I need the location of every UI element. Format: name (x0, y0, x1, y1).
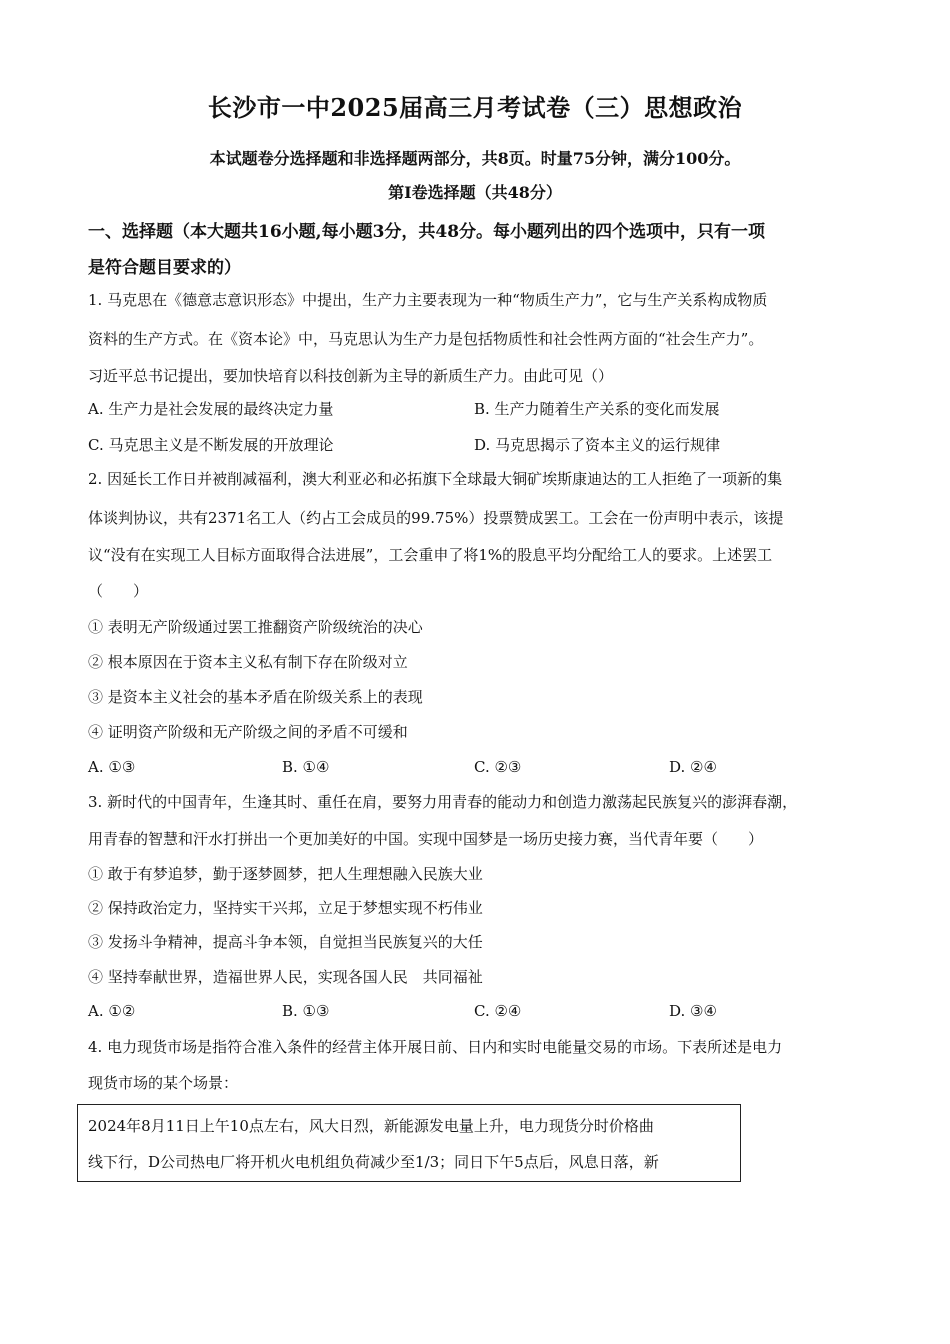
question-3-option-c: C. ②④ (474, 1002, 522, 1020)
question-1-stem-line: 习近平总书记提出，要加快培育以科技创新为主导的新质生产力。由此可见（） (88, 367, 614, 385)
question-3-statement-1: ① 敢于有梦追梦，勤于逐梦圆梦，把人生理想融入民族大业 (88, 865, 483, 883)
question-1-option-d: D. 马克思揭示了资本主义的运行规律 (474, 436, 721, 454)
question-2-option-a: A. ①③ (88, 758, 136, 776)
question-2-stem-line: （ ） (88, 582, 149, 600)
question-4-stem-line: 4. 电力现货市场是指符合准入条件的经营主体开展日前、日内和实时电能量交易的市场。下表所述是电力 (88, 1038, 783, 1056)
question-2-statement-2: ② 根本原因在于资本主义私有制下存在阶级对立 (88, 653, 408, 671)
question-2-stem-line: 体谈判协议，共有2371名工人（约占工会成员的99.75%）投票赞成罢工。工会在一份声明中表示，该提 (88, 509, 784, 527)
question-2-statement-3: ③ 是资本主义社会的基本矛盾在阶级关系上的表现 (88, 688, 423, 706)
question-3-stem-line: 用青春的智慧和汗水打拼出一个更加美好的中国。实现中国梦是一场历史接力赛，当代青年要（ ） (88, 830, 764, 848)
question-3-option-a: A. ①② (88, 1002, 136, 1020)
scenario-text-line: 2024年8月11日上午10点左右，风大日烈，新能源发电量上升，电力现货分时价格曲 (88, 1117, 654, 1135)
part-one-heading (88, 214, 868, 286)
question-4-stem-line: 现货市场的某个场景： (88, 1074, 239, 1092)
exam-title: 长沙市一中2025届高三月考试卷（三）思想政治 (207, 93, 743, 122)
question-4-scenario-box (77, 1104, 741, 1182)
question-1-stem-line: 1. 马克思在《德意志意识形态》中提出，生产力主要表现为一种“物质生产力”，它与生产关系构成物质 (88, 291, 768, 309)
question-2-option-b: B. ①④ (282, 758, 330, 776)
question-3-option-b: B. ①③ (282, 1002, 330, 1020)
question-3-statement-4: ④ 坚持奉献世界，造福世界人民，实现各国人民 共同福祉 (88, 968, 483, 986)
question-2-stem-line: 议“没有在实现工人目标方面取得合法进展”，工会重申了将1%的股息平均分配给工人的要求。上述罢工 (88, 546, 773, 564)
volume-title: 第Ⅰ卷选择题（共48分） (388, 183, 562, 202)
scenario-text-line: 线下行，D公司热电厂将开机火电机组负荷减少至1/3；同日下午5点后，风息日落，新 (88, 1153, 659, 1171)
part-one-heading-line-2: 是符合题目要求的） (88, 258, 241, 278)
part-one-heading-line-1: 一、选择题（本大题共16小题,每小题3分，共48分。每小题列出的四个选项中，只有一项 (88, 222, 766, 242)
question-3-stem-line: 3. 新时代的中国青年，生逢其时、重任在肩，要努力用青春的能动力和创造力激荡起民族复兴的澎湃春潮， (88, 793, 798, 811)
question-2-option-d: D. ②④ (669, 758, 717, 776)
question-3-option-d: D. ③④ (669, 1002, 717, 1020)
question-1-option-a: A. 生产力是社会发展的最终决定力量 (88, 400, 334, 418)
question-2-statement-4: ④ 证明资产阶级和无产阶级之间的矛盾不可缓和 (88, 723, 408, 741)
exam-instructions: 本试题卷分选择题和非选择题两部分，共8页。时量75分钟，满分100分。 (209, 149, 741, 168)
question-3-statement-3: ③ 发扬斗争精神，提高斗争本领，自觉担当民族复兴的大任 (88, 933, 483, 951)
question-2-option-c: C. ②③ (474, 758, 522, 776)
question-3-statement-2: ② 保持政治定力，坚持实干兴邦，立足于梦想实现不朽伟业 (88, 899, 483, 917)
question-1-option-c: C. 马克思主义是不断发展的开放理论 (88, 436, 334, 454)
question-1-stem-line: 资料的生产方式。在《资本论》中，马克思认为生产力是包括物质性和社会性两方面的“社会生产力”。 (88, 330, 764, 348)
question-2-stem-line: 2. 因延长工作日并被削减福利，澳大利亚必和必拓旗下全球最大铜矿埃斯康迪达的工人拒绝了一项新的集 (88, 470, 783, 488)
question-2-statement-1: ① 表明无产阶级通过罢工推翻资产阶级统治的决心 (88, 618, 423, 636)
question-1-option-b: B. 生产力随着生产关系的变化而发展 (474, 400, 720, 418)
